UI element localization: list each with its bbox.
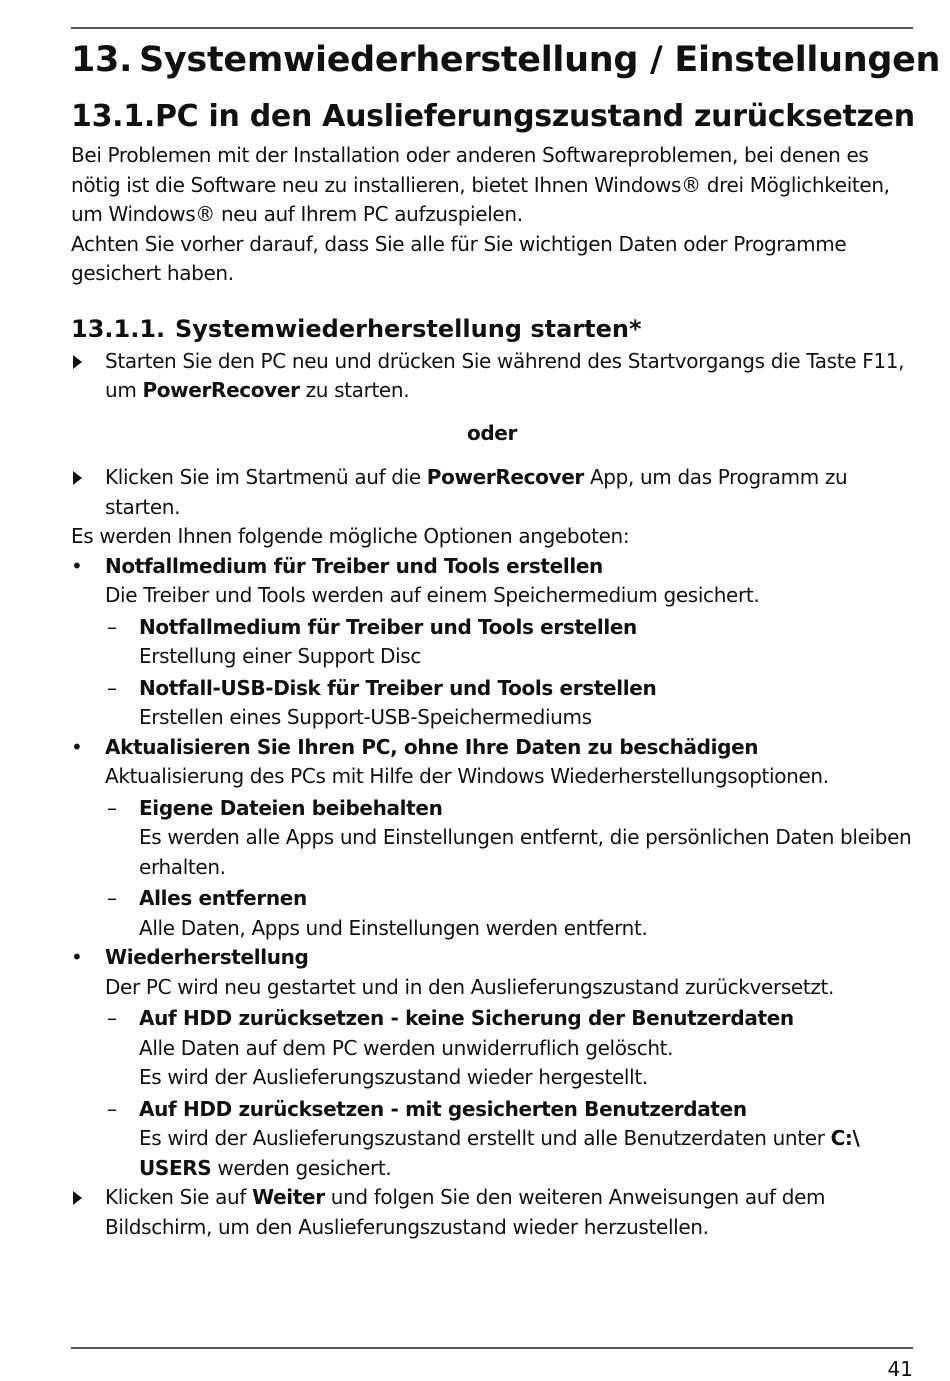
- option-item: [71, 733, 913, 792]
- sub-option-description: Es wird der Auslieferungszustand erstellt und alle Benutzerdaten unter C:\ USERS werden gesichert.: [139, 1126, 860, 1180]
- chapter-title: Systemwiederherstellung / Einstellungen: [139, 40, 941, 80]
- section-number: 13.1.: [71, 99, 155, 134]
- triangle-right-icon: [73, 355, 82, 369]
- subsection-heading: [71, 313, 913, 345]
- option-item: [71, 943, 913, 1002]
- option-description: Die Treiber und Tools werden auf einem Speichermedium gesichert.: [105, 583, 760, 607]
- options-intro: Es werden Ihnen folgende mögliche Optionen angeboten:: [71, 524, 630, 548]
- option-title: Notfallmedium für Treiber und Tools erstellen: [105, 553, 603, 578]
- option-item: [71, 552, 913, 611]
- triangle-right-icon: [73, 1191, 82, 1205]
- sub-option-title: Auf HDD zurücksetzen - keine Sicherung der Benutzerdaten: [139, 1006, 794, 1030]
- top-rule: [71, 27, 913, 29]
- option-title: Aktualisieren Sie Ihren PC, ohne Ihre Daten zu beschädigen: [105, 734, 759, 759]
- option-title: Wiederherstellung: [105, 945, 309, 969]
- chapter-number: 13.: [71, 40, 133, 80]
- sub-option-description: Erstellen eines Support-USB-Speichermediums: [139, 705, 592, 729]
- sub-option-description: Es werden alle Apps und Einstellungen entfernt, die persönlichen Daten bleiben erhalten.: [139, 825, 912, 879]
- option-description: Aktualisierung des PCs mit Hilfe der Windows Wiederherstellungsoptionen.: [105, 764, 829, 788]
- sub-option-title: Auf HDD zurücksetzen - mit gesicherten Benutzerdaten: [139, 1096, 747, 1121]
- sub-option-item: [71, 1095, 913, 1184]
- sub-option-item: [71, 1004, 913, 1093]
- dash-icon: –: [107, 1006, 117, 1030]
- bottom-rule: [71, 1347, 913, 1349]
- sub-option-description-2: Es wird der Auslieferungszustand wieder hergestellt.: [139, 1065, 648, 1089]
- sub-option-description: Erstellung einer Support Disc: [139, 644, 422, 668]
- page-number: 41: [887, 1357, 913, 1381]
- sub-option-item: [71, 613, 913, 672]
- sub-option-item: [71, 794, 913, 883]
- subsection-number: 13.1.1.: [71, 314, 166, 343]
- sub-option-description: Alle Daten, Apps und Einstellungen werden entfernt.: [139, 915, 648, 940]
- dash-icon: –: [107, 614, 117, 639]
- intro-paragraph-1: Bei Problemen mit der Installation oder anderen Softwareproblemen, bei denen es nötig ist die Software neu zu installieren, bietet Ihnen Windows® drei Möglichkeiten, um Windows® neu auf Ihrem PC aufzuspielen.: [71, 143, 890, 226]
- dash-icon: –: [107, 1096, 117, 1121]
- triangle-right-icon: [73, 471, 82, 485]
- sub-option-title: Eigene Dateien beibehalten: [139, 795, 443, 820]
- or-separator: oder: [466, 420, 518, 445]
- instruction-step-2: Klicken Sie im Startmenü auf die PowerRecover App, um das Programm zu starten.: [71, 463, 913, 522]
- intro-paragraph-2: Achten Sie vorher darauf, dass Sie alle für Sie wichtigen Daten oder Programme gesichert haben.: [71, 231, 847, 285]
- instruction-step-3: Klicken Sie auf Weiter und folgen Sie den weiteren Anweisungen auf dem Bildschirm, um den Auslieferungszustand wieder herzustellen.: [71, 1183, 913, 1242]
- bullet-icon: •: [71, 734, 83, 759]
- sub-option-item: [71, 674, 913, 733]
- subsection-title: Systemwiederherstellung starten*: [175, 314, 642, 343]
- sub-option-title: Notfallmedium für Treiber und Tools erstellen: [139, 614, 637, 639]
- bullet-icon: •: [71, 553, 83, 578]
- sub-option-title: Alles entfernen: [139, 886, 307, 910]
- section-heading: [71, 98, 913, 136]
- sub-option-description: Alle Daten auf dem PC werden unwiderruflich gelöscht.: [139, 1035, 674, 1060]
- sub-option-item: [71, 884, 913, 943]
- instruction-step-1: Starten Sie den PC neu und drücken Sie während des Startvorgangs die Taste F11, um PowerRecover zu starten.: [71, 347, 913, 406]
- dash-icon: –: [107, 795, 117, 820]
- dash-icon: –: [107, 886, 117, 910]
- section-title: PC in den Auslieferungszustand zurücksetzen: [155, 99, 915, 134]
- option-description: Der PC wird neu gestartet und in den Auslieferungszustand zurückversetzt.: [105, 974, 835, 999]
- bullet-icon: •: [71, 945, 83, 969]
- page-content: [71, 30, 941, 1242]
- sub-option-title: Notfall-USB-Disk für Treiber und Tools erstellen: [139, 675, 657, 700]
- dash-icon: –: [107, 675, 117, 700]
- chapter-heading: [71, 38, 941, 82]
